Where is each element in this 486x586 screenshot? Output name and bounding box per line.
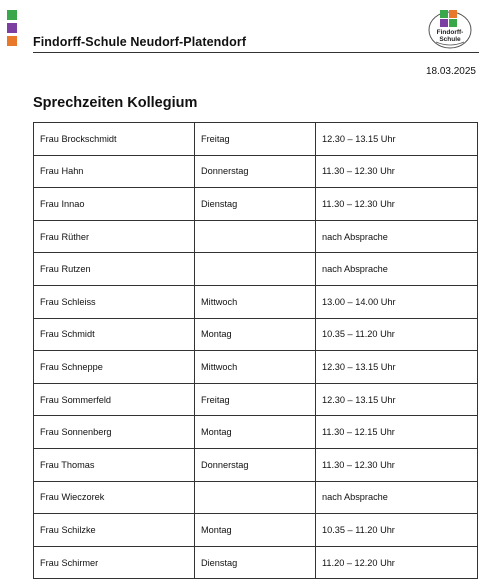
table-row <box>34 318 478 351</box>
table-row <box>34 546 478 579</box>
brand-squares <box>7 10 17 49</box>
table-row <box>34 285 478 318</box>
weekday-cell: Mittwoch <box>195 285 316 318</box>
table-row <box>34 351 478 384</box>
header-divider <box>33 52 479 53</box>
time-cell: 11.30 – 12.30 Uhr <box>316 448 478 481</box>
weekday-cell: Montag <box>195 318 316 351</box>
table-row <box>34 383 478 416</box>
time-cell: 10.35 – 11.20 Uhr <box>316 318 478 351</box>
purple-square <box>7 23 17 33</box>
green-square <box>7 10 17 20</box>
weekday-cell: Montag <box>195 514 316 547</box>
time-cell: 10.35 – 11.20 Uhr <box>316 514 478 547</box>
weekday-cell: Montag <box>195 416 316 449</box>
weekday-cell: Dienstag <box>195 188 316 221</box>
school-name: Findorff-Schule Neudorf-Platendorf <box>33 35 247 49</box>
time-cell: 11.20 – 12.20 Uhr <box>316 546 478 579</box>
time-cell: 11.30 – 12.15 Uhr <box>316 416 478 449</box>
teacher-name-cell: Frau Innao <box>34 188 195 221</box>
table-row <box>34 514 478 547</box>
page-title: Sprechzeiten Kollegium <box>33 95 198 111</box>
table-row <box>34 188 478 221</box>
orange-square <box>7 36 17 46</box>
time-cell: 12.30 – 13.15 Uhr <box>316 123 478 156</box>
weekday-cell <box>195 253 316 286</box>
table-row <box>34 155 478 188</box>
document-date: 18.03.2025 <box>425 66 476 77</box>
teacher-name-cell: Frau Brockschmidt <box>34 123 195 156</box>
weekday-cell: Freitag <box>195 383 316 416</box>
teacher-name-cell: Frau Schneppe <box>34 351 195 384</box>
teacher-name-cell: Frau Sommerfeld <box>34 383 195 416</box>
time-cell: 12.30 – 13.15 Uhr <box>316 351 478 384</box>
weekday-cell <box>195 481 316 514</box>
time-cell: nach Absprache <box>316 481 478 514</box>
time-cell: 11.30 – 12.30 Uhr <box>316 155 478 188</box>
teacher-name-cell: Frau Rutzen <box>34 253 195 286</box>
school-logo <box>427 6 473 50</box>
time-cell: 13.00 – 14.00 Uhr <box>316 285 478 318</box>
table-row <box>34 481 478 514</box>
time-cell: 12.30 – 13.15 Uhr <box>316 383 478 416</box>
time-cell: nach Absprache <box>316 220 478 253</box>
teacher-name-cell: Frau Wieczorek <box>34 481 195 514</box>
table-row <box>34 253 478 286</box>
weekday-cell: Mittwoch <box>195 351 316 384</box>
table-row <box>34 220 478 253</box>
table-row <box>34 448 478 481</box>
weekday-cell: Freitag <box>195 123 316 156</box>
teacher-name-cell: Frau Sonnenberg <box>34 416 195 449</box>
teacher-name-cell: Frau Schmidt <box>34 318 195 351</box>
teacher-name-cell: Frau Rüther <box>34 220 195 253</box>
logo-text: Findorff-Schule <box>436 29 464 43</box>
weekday-cell <box>195 220 316 253</box>
teacher-name-cell: Frau Hahn <box>34 155 195 188</box>
teacher-name-cell: Frau Schirmer <box>34 546 195 579</box>
time-cell: nach Absprache <box>316 253 478 286</box>
weekday-cell: Dienstag <box>195 546 316 579</box>
time-cell: 11.30 – 12.30 Uhr <box>316 188 478 221</box>
weekday-cell: Donnerstag <box>195 155 316 188</box>
weekday-cell: Donnerstag <box>195 448 316 481</box>
school-logo-icon <box>427 6 473 50</box>
office-hours-table <box>33 122 478 579</box>
teacher-name-cell: Frau Schilzke <box>34 514 195 547</box>
teacher-name-cell: Frau Thomas <box>34 448 195 481</box>
teacher-name-cell: Frau Schleiss <box>34 285 195 318</box>
table-row <box>34 123 478 156</box>
table-row <box>34 416 478 449</box>
